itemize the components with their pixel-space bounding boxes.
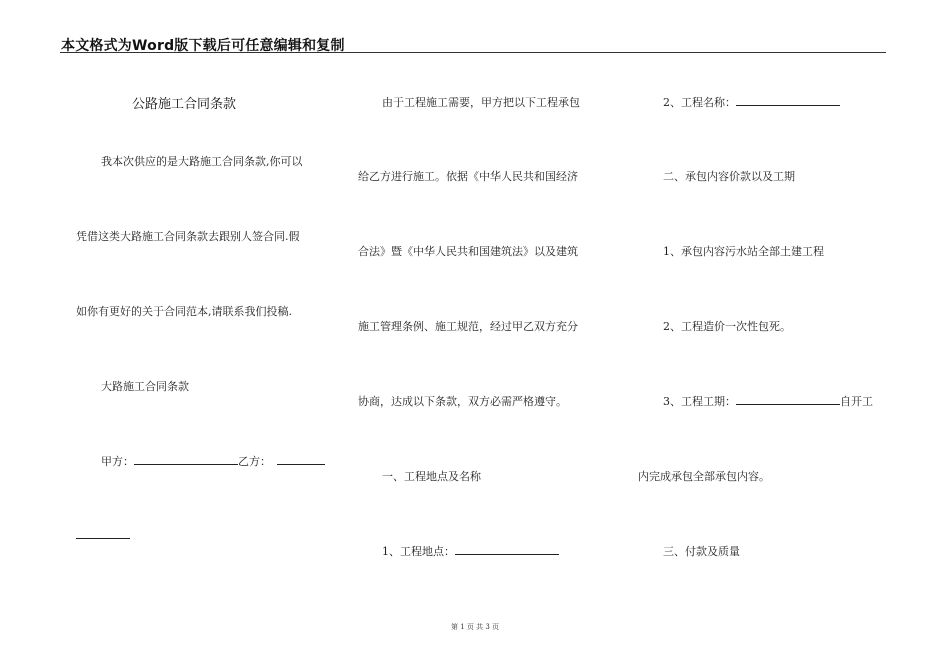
site-location-blank [455, 544, 559, 555]
intro-line-1: 我本次供应的是大路施工合同条款,你可以 [101, 155, 303, 168]
intro-line-2: 凭借这类大路施工合同条款去跟别人签合同.假 [76, 230, 300, 243]
preamble-line-2: 给乙方进行施工。依据《中华人民共和国经济 [358, 170, 578, 183]
project-name-line [663, 94, 840, 110]
scope-line: 1、承包内容污水站全部土建工程 [663, 245, 824, 258]
intro-line-3: 如你有更好的关于合同范本,请联系我们投稿. [76, 305, 292, 318]
duration-continuation: 内完成承包全部承包内容。 [638, 470, 770, 483]
preamble-line-3: 合法》暨《中华人民共和国建筑法》以及建筑 [358, 245, 578, 258]
header-divider [60, 52, 886, 53]
site-location-line [382, 543, 559, 559]
duration-line [663, 393, 873, 409]
subtitle: 大路施工合同条款 [101, 380, 189, 393]
project-name-label: 2、工程名称： [663, 96, 736, 109]
party-b-blank [277, 454, 325, 465]
document-header-title: 本文格式为Word版下载后可任意编辑和复制 [61, 38, 345, 54]
party-a-label: 甲方： [101, 455, 134, 468]
preamble-line-5: 协商，达成以下条款，双方必需严格遵守。 [358, 395, 567, 408]
preamble-line-4: 施工管理条例、施工规范，经过甲乙双方充分 [358, 320, 578, 333]
page-number: 第 1 页 共 3 页 [450, 623, 500, 631]
contract-title: 公路施工合同条款 [132, 97, 237, 112]
party-a-blank [134, 454, 238, 465]
price-line: 2、工程造价一次性包死。 [663, 320, 791, 333]
section-1-heading: 一、工程地点及名称 [382, 470, 481, 483]
project-name-blank [736, 95, 840, 106]
parties-line [101, 453, 325, 469]
preamble-line-1: 由于工程施工需要，甲方把以下工程承包 [382, 96, 580, 109]
party-b-label: 乙方： [238, 455, 271, 468]
party-b-continuation-blank [76, 528, 130, 542]
duration-blank [736, 394, 840, 405]
duration-label: 3、工程工期： [663, 395, 736, 408]
section-2-heading: 二、承包内容价款以及工期 [663, 170, 795, 183]
duration-suffix: 自开工 [840, 395, 873, 408]
section-3-heading: 三、付款及质量 [663, 545, 740, 558]
site-location-label: 1、工程地点： [382, 545, 455, 558]
